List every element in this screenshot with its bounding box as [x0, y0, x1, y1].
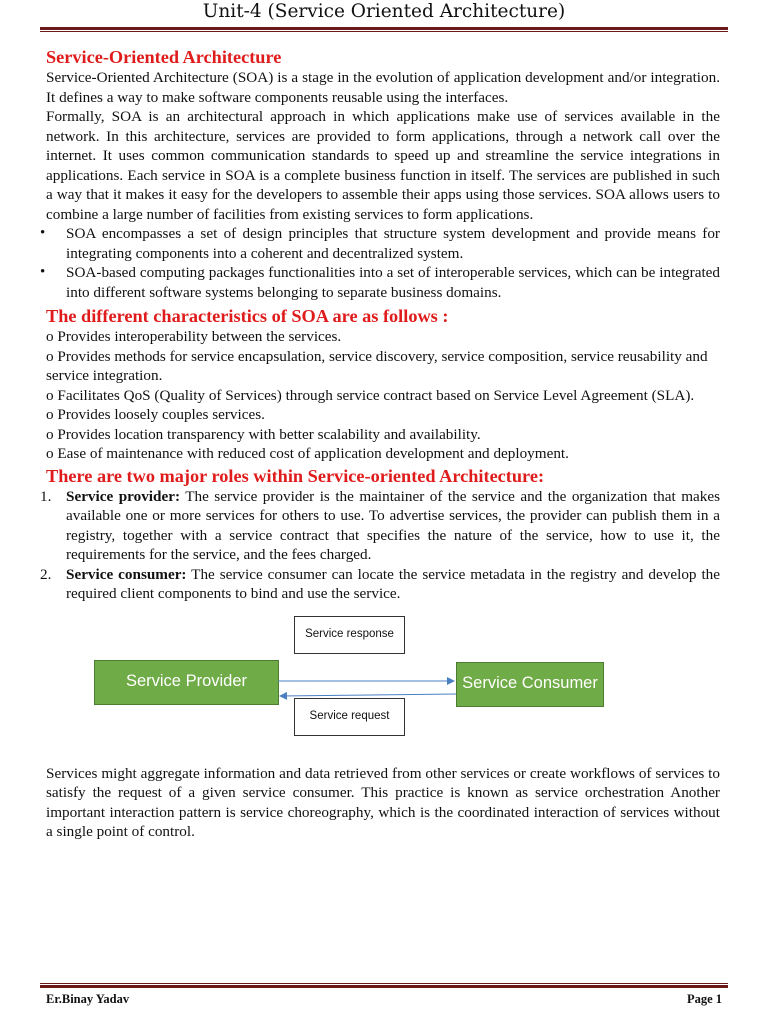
section-heading-soa: Service-Oriented Architecture — [46, 47, 282, 67]
characteristic-item: o Provides loosely couples services. — [46, 406, 265, 423]
footer-author: Er.Binay Yadav — [46, 992, 130, 1006]
footer-rule-thin — [40, 983, 728, 984]
bullet-item: • SOA-based computing packages functionalities into a set of interoperable services, which can be integrated into different software systems belonging to separate business domains. — [46, 263, 720, 302]
bullet-item: • SOA encompasses a set of design principles that structure system development and provide means for integrating components into a coherent and decentralized system. — [46, 224, 720, 263]
service-consumer-box: Service Consumer — [456, 662, 604, 707]
service-response-label: Service response — [294, 616, 405, 654]
bullet-list — [46, 224, 720, 302]
footer-rule-thick — [40, 985, 728, 988]
paragraph-formal: Formally, SOA is an architectural approach in which applications make use of services available in the network. In this architecture, services are provided to form applications, through a network call over the internet. It uses common communication standards to speed up and streamline the service integrations in applications. Each service in SOA is a complete business function in itself. The services are published in such a way that it makes it easy for the developers to assemble their apps using those services. SOA allows users to combine a large number of facilities from existing services to form applications. — [46, 108, 720, 223]
paragraph-closing: Services might aggregate information and data retrieved from other services or create workflows of services to satisfy the request of a given service consumer. This practice is known as service orchestration Another important interaction pattern is service choreography, which is the coordinated interaction of services without a single point of control. — [46, 764, 720, 840]
roles-list — [40, 487, 721, 604]
header-rule-thick — [40, 27, 728, 30]
role-item-provider — [40, 487, 720, 565]
role-item-consumer — [40, 565, 721, 604]
header-rule-thin — [40, 31, 728, 32]
service-provider-box: Service Provider — [94, 660, 279, 705]
diagram-arrows — [46, 604, 720, 764]
role-term: Service consumer: — [66, 565, 187, 583]
page-content — [40, 46, 721, 842]
role-text: The service provider is the maintainer of the service and the organization that makes available one or more services for others to use. To advertise services, the provider can publish them in a registry, together with a service contract that specifies the nature of the service, how to use it, the requirements for the service, and the fees charged. — [66, 487, 720, 563]
page-header-title: Unit-4 (Service Oriented Architecture) — [202, 1, 566, 22]
request-arrow — [280, 694, 456, 696]
section-heading-characteristics: The different characteristics of SOA are as follows : — [46, 306, 449, 326]
footer-page-number: Page 1 — [686, 992, 722, 1006]
role-text: The service consumer can locate the service metadata in the registry and develop the required client components to bind and use the service. — [66, 565, 721, 602]
paragraph-intro: Service-Oriented Architecture (SOA) is a stage in the evolution of application development and/or integration. It defines a way to make software components reusable using the interfaces. — [46, 69, 720, 106]
section-heading-roles: There are two major roles within Service-oriented Architecture: — [46, 465, 545, 486]
role-number: 1. — [40, 487, 52, 505]
characteristic-item: o Provides location transparency with better scalability and availability. — [46, 425, 481, 443]
role-number: 2. — [40, 565, 52, 583]
role-term: Service provider: — [66, 487, 181, 505]
soa-roles-diagram — [46, 604, 720, 764]
characteristic-item: o Ease of maintenance with reduced cost of application development and deployment. — [46, 445, 569, 462]
characteristic-item: o Provides interoperability between the services. — [46, 328, 342, 345]
characteristic-item: o Provides methods for service encapsulation, service discovery, service composition, service reusability and service integration. — [46, 347, 708, 384]
characteristic-item: o Facilitates QoS (Quality of Services) through service contract based on Service Level Agreement (SLA). — [46, 386, 695, 404]
service-request-label: Service request — [294, 698, 405, 736]
